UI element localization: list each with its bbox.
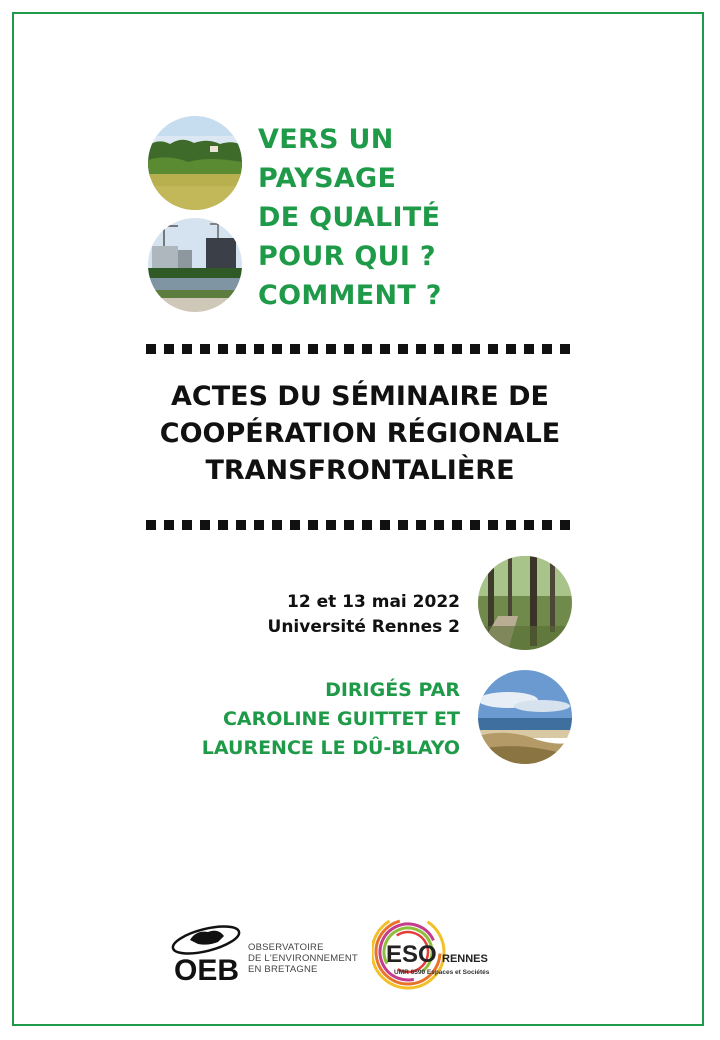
oeb-name [248, 942, 358, 975]
event-info [268, 590, 460, 640]
eso-tagline: UMR 6590 Espaces et Sociétés [394, 969, 490, 976]
rural-landscape-photo [148, 116, 242, 210]
coastal-dune-photo [478, 670, 572, 764]
title-line: VERS UN [258, 124, 394, 155]
event-place: Université Rennes 2 [267, 617, 460, 637]
event-date: 12 et 13 mai 2022 [287, 592, 460, 612]
subtitle [120, 378, 600, 489]
oeb-acronym: OEB [174, 954, 240, 987]
eso-city: RENNES [442, 953, 488, 965]
eso-rings-icon [372, 910, 522, 994]
eso-rennes-logo [372, 910, 522, 994]
bottom-dashed-divider [146, 520, 574, 530]
editors-line: CAROLINE GUITTET ET [222, 708, 460, 730]
oeb-name-line: OBSERVATOIRE [248, 942, 324, 953]
subtitle-line: ACTES DU SÉMINAIRE DE [171, 381, 549, 412]
editors-line: DIRIGÉS PAR [325, 679, 460, 701]
urban-construction-photo [148, 218, 242, 312]
title-line: COMMENT ? [258, 280, 442, 311]
document-title [258, 120, 442, 315]
subtitle-line: TRANSFRONTALIÈRE [205, 455, 515, 486]
editors [202, 676, 460, 763]
title-line: POUR QUI ? [258, 241, 436, 272]
top-dashed-divider [146, 344, 574, 354]
forest-path-photo [478, 556, 572, 650]
title-line: PAYSAGE [258, 163, 397, 194]
oeb-name-line: EN BRETAGNE [248, 964, 318, 975]
subtitle-line: COOPÉRATION RÉGIONALE [159, 418, 561, 449]
oeb-name-line: DE L'ENVIRONNEMENT [248, 953, 358, 964]
oeb-emblem-icon [168, 918, 248, 988]
title-line: DE QUALITÉ [258, 202, 441, 233]
oeb-logo [168, 918, 358, 988]
editors-line: LAURENCE LE DÛ-BLAYO [201, 737, 460, 759]
eso-name: ESO [386, 941, 437, 968]
